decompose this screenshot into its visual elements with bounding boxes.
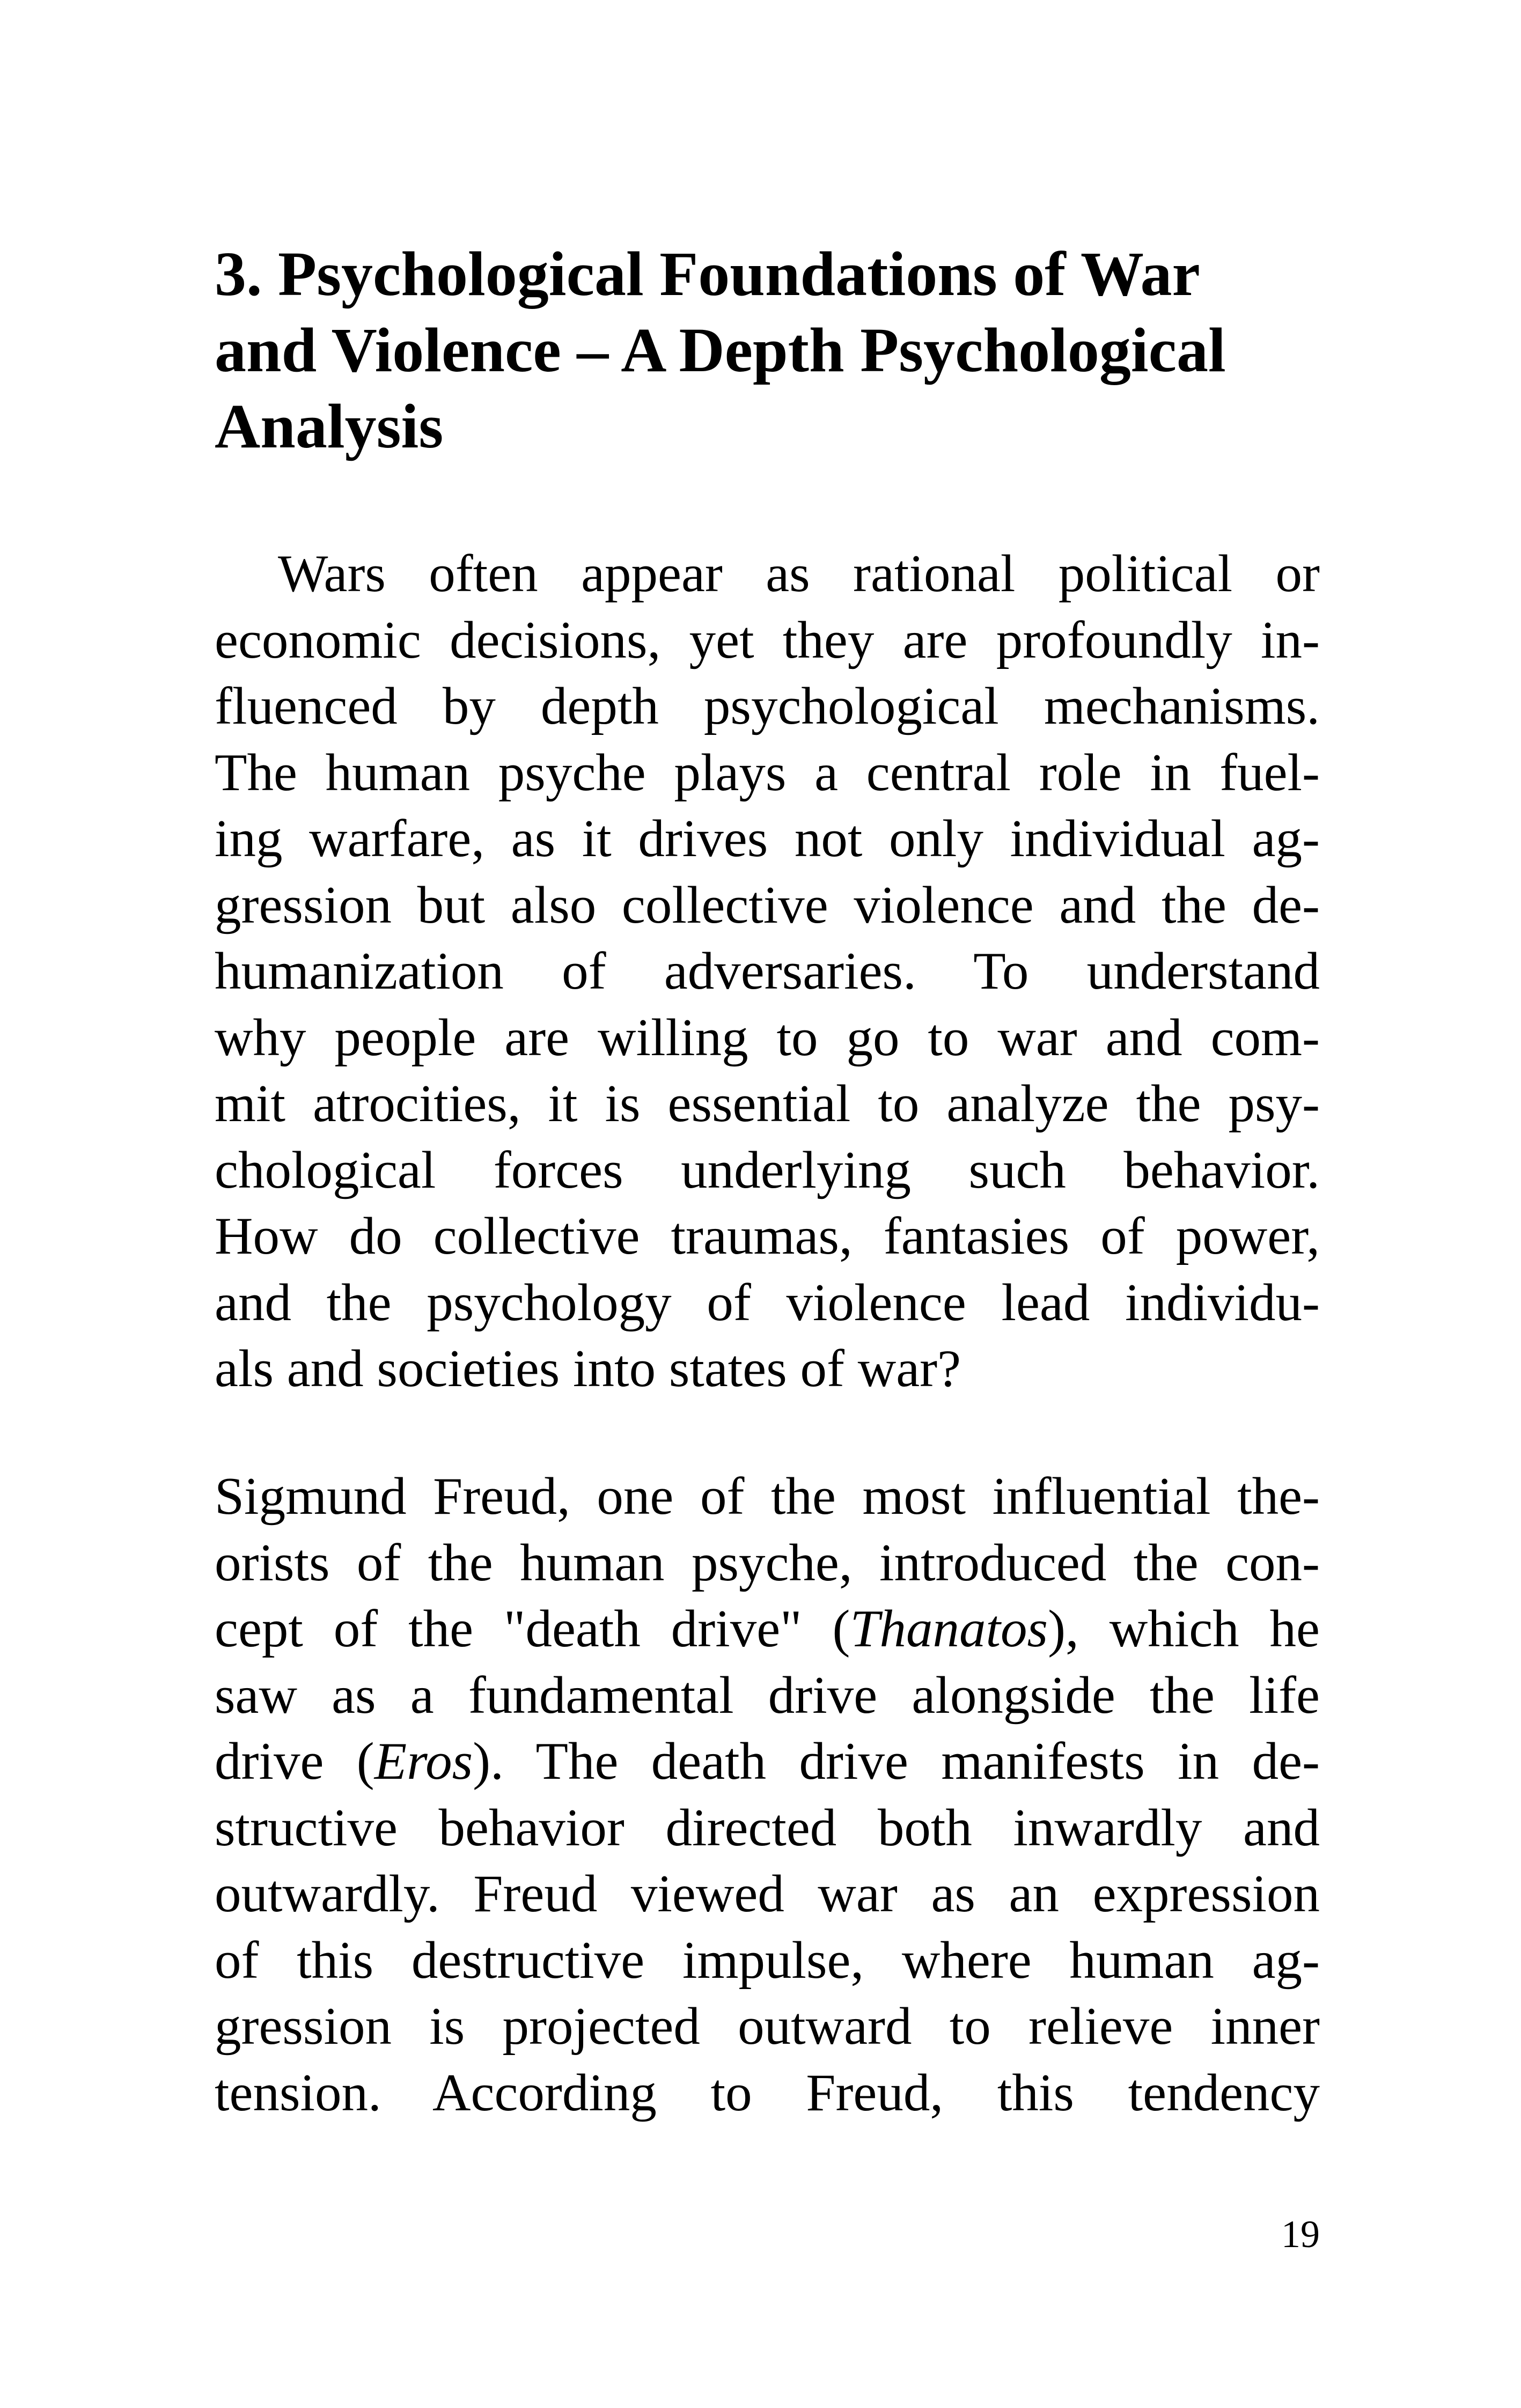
text-line: why people are willing to go to war and com- <box>215 1008 1320 1067</box>
text-line: Sigmund Freud, one of the most influential the- <box>215 1467 1320 1526</box>
text-line: gression is projected outward to relieve inner <box>215 1997 1320 2056</box>
text-segment: ). The death drive manifests in de- <box>473 1732 1320 1791</box>
text-line: tension. According to Freud, this tendency <box>215 2063 1320 2122</box>
text-line: chological forces underlying such behavior. <box>215 1140 1320 1199</box>
text-segment: cept of the "death drive" ( <box>215 1600 850 1658</box>
chapter-title-line: Analysis <box>215 391 444 461</box>
text-line: saw as a fundamental drive alongside the life <box>215 1666 1320 1725</box>
text-line <box>215 1596 1320 1662</box>
body-paragraph-1 <box>215 541 1320 1402</box>
chapter-title <box>215 236 1331 465</box>
text-line: Wars often appear as rational political or <box>278 544 1320 603</box>
text-line: of this destructive impulse, where human ag- <box>215 1931 1320 1990</box>
text-line: ing warfare, as it drives not only individual ag- <box>215 809 1320 868</box>
text-line: als and societies into states of war? <box>215 1339 961 1398</box>
body-paragraph-2 <box>215 1463 1320 2126</box>
text-line: structive behavior directed both inwardly and <box>215 1798 1320 1857</box>
italic-term-thanatos: Thanatos <box>850 1600 1048 1658</box>
text-line: How do collective traumas, fantasies of power, <box>215 1207 1320 1265</box>
text-line <box>215 1728 1320 1795</box>
text-line: mit atrocities, it is essential to analyze the psy- <box>215 1074 1320 1133</box>
chapter-title-line: 3. Psychological Foundations of War <box>215 239 1200 309</box>
text-line: gression but also collective violence and the de- <box>215 875 1320 934</box>
text-line: The human psyche plays a central role in fuel- <box>215 743 1320 802</box>
text-line: humanization of adversaries. To understand <box>215 942 1320 1000</box>
chapter-title-line: and Violence – A Depth Psychological <box>215 315 1226 385</box>
text-line: and the psychology of violence lead individu- <box>215 1273 1320 1332</box>
text-line: fluenced by depth psychological mechanisms. <box>215 677 1320 735</box>
text-segment: ), which he <box>1048 1600 1320 1658</box>
text-line: economic decisions, yet they are profoundly in- <box>215 610 1320 669</box>
text-segment: drive ( <box>215 1732 374 1791</box>
text-line: outwardly. Freud viewed war as an expression <box>215 1865 1320 1923</box>
italic-term-eros: Eros <box>374 1732 473 1791</box>
page-number: 19 <box>1281 2213 1320 2256</box>
text-line: orists of the human psyche, introduced the con- <box>215 1533 1320 1592</box>
